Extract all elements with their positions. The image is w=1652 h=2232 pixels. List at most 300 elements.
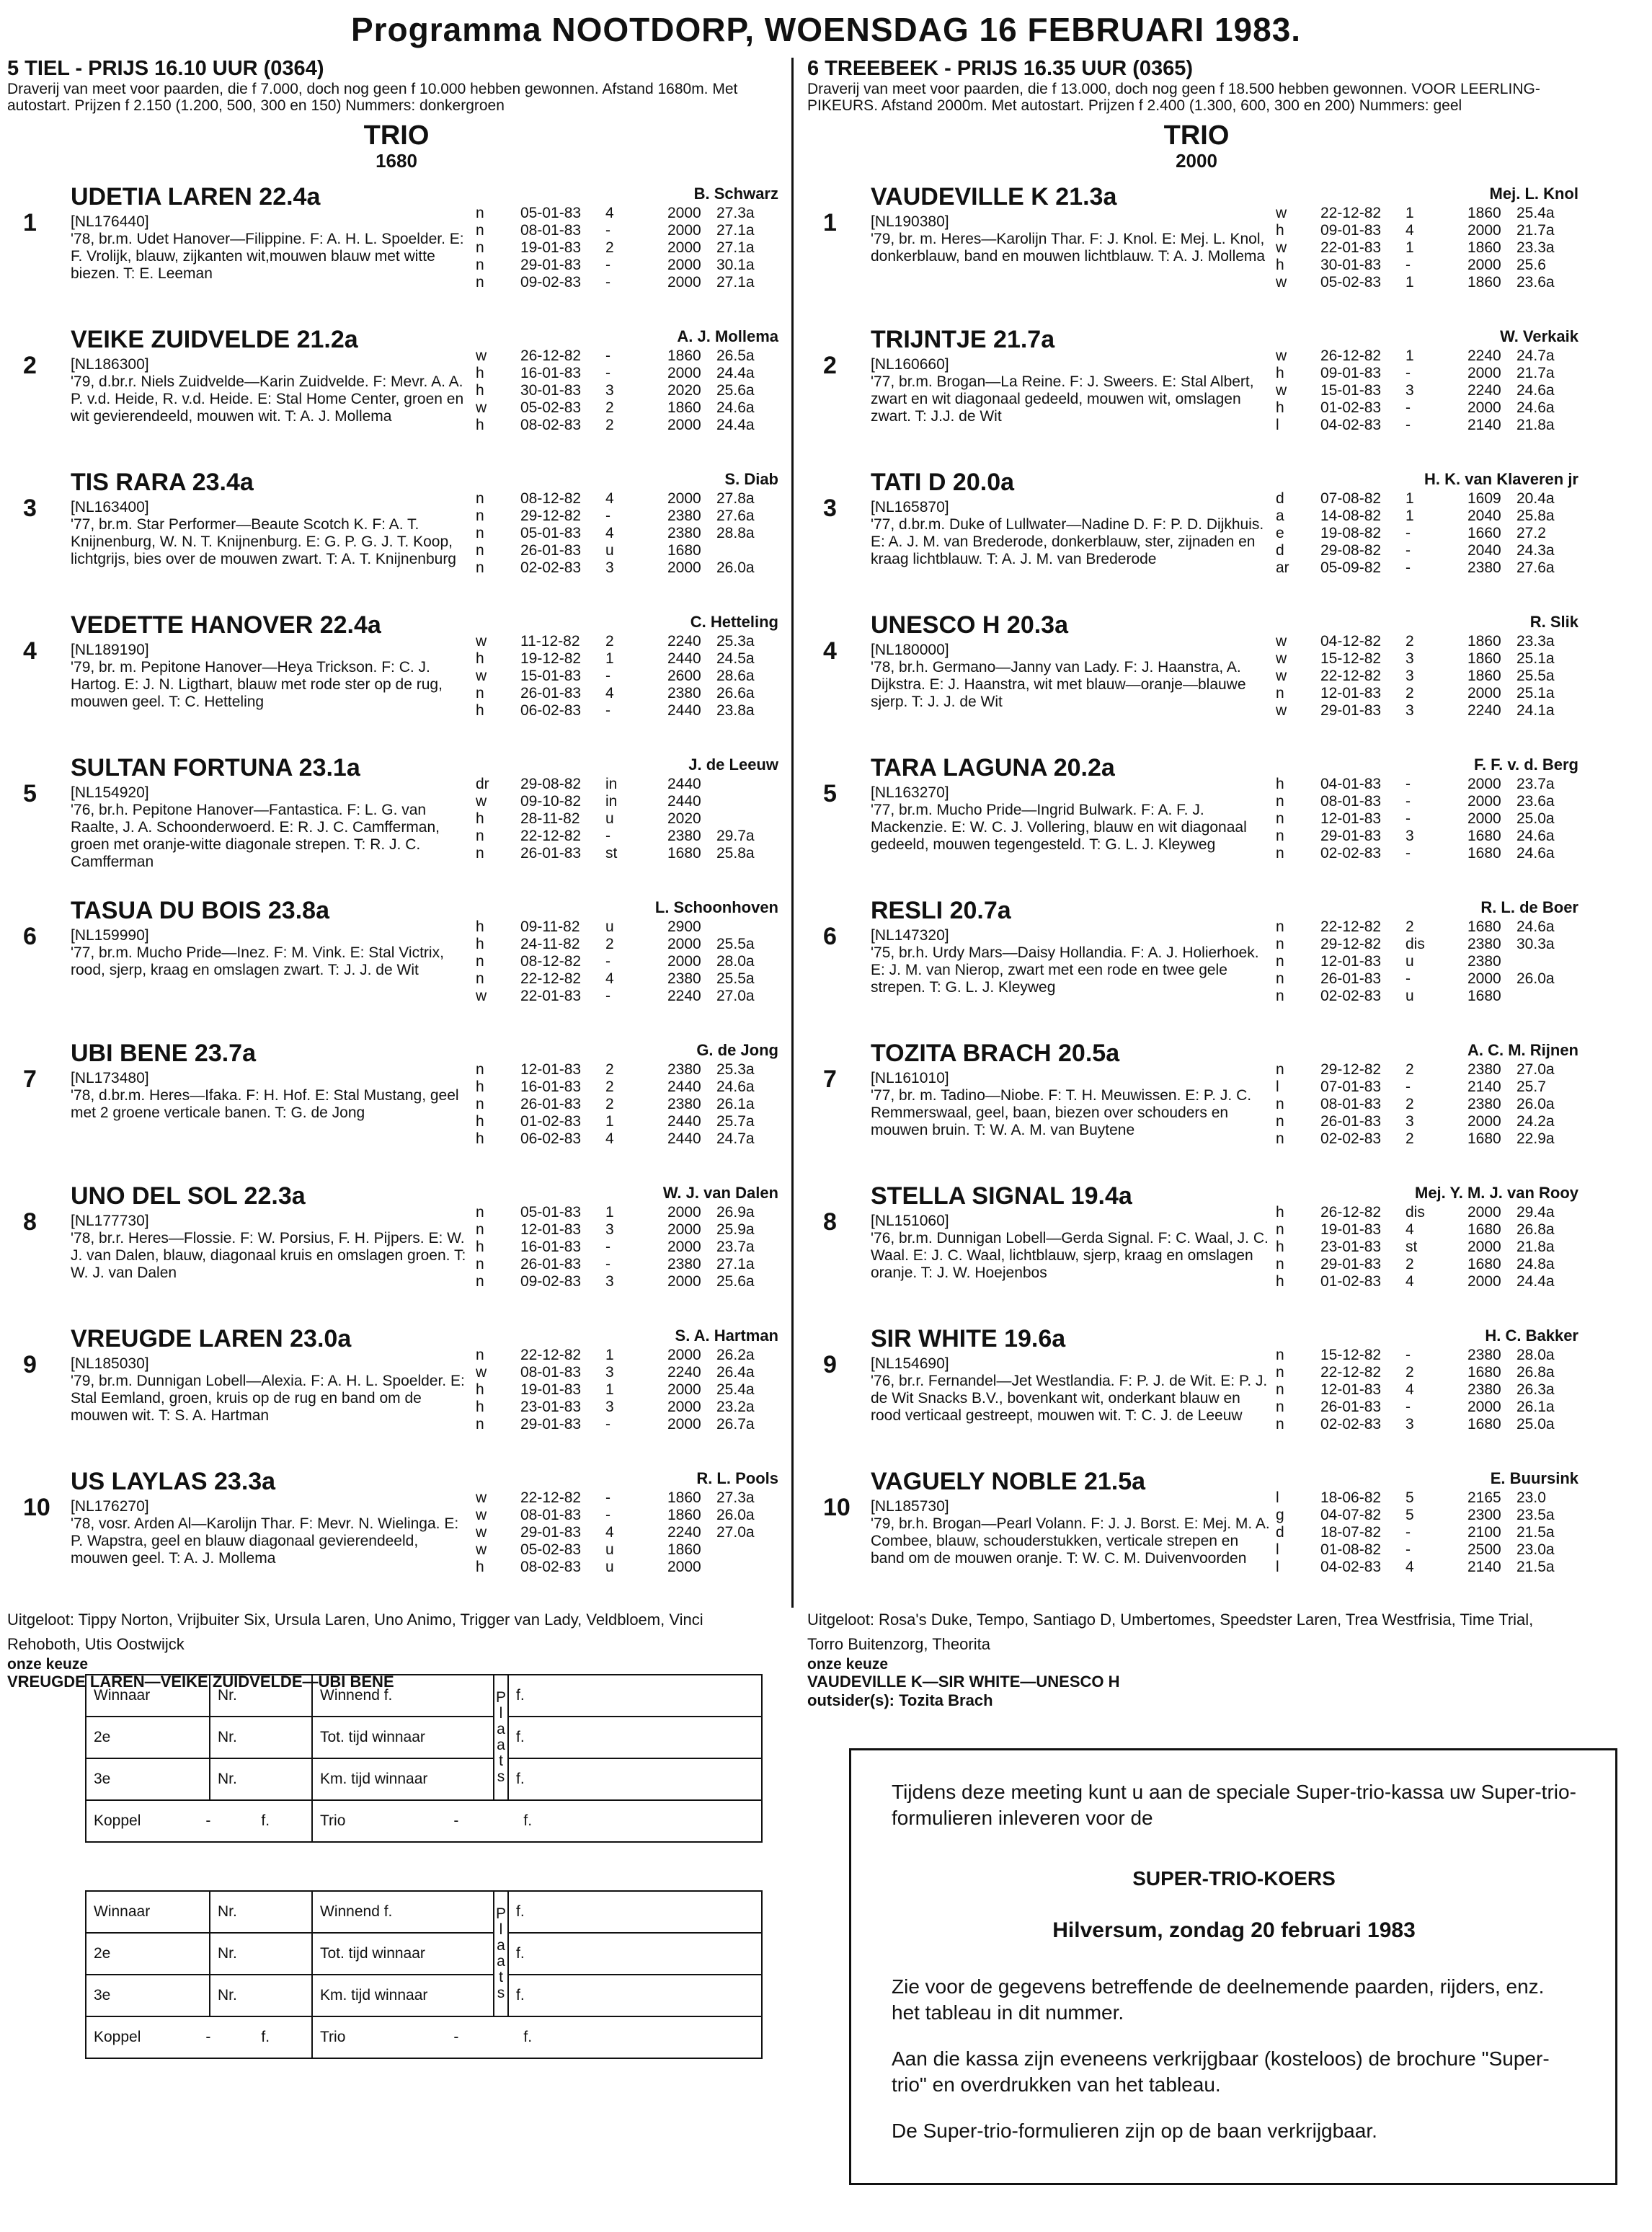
horse-description: '79, d.br.r. Niels Zuidvelde—Karin Zuidvelde. F: Mevr. A. A. P. v.d. Heide, R. v.d. Heide. E: Stal Home Center, groen en wit gevierendeeld, mouwen wit. T: A. J. Mollema [71, 373, 464, 425]
run-time: 27.6a [1516, 559, 1555, 576]
horse-description: '77, br.m. Mucho Pride—Ingrid Bulwark. F: A. F. J. Mackenzie. E: W. C. J. Vollering, blauw en wit diagonaal gedeeld, mouwen tegengesteld. T: G. L. J. Kleyweg [871, 802, 1247, 853]
horse-registration: [NL159990] [71, 927, 149, 944]
horse-registration: [NL165870] [871, 499, 949, 515]
horse-entry [7, 1465, 786, 1600]
recent-runs [1276, 490, 1586, 577]
run-place: dis [1405, 936, 1425, 952]
run-distance: 2300 [1467, 1507, 1501, 1523]
run-distance: 2000 [667, 1416, 701, 1432]
run-distance: 2380 [667, 525, 701, 541]
run-distance: 2000 [1467, 685, 1501, 701]
trio-label: TRIO [1163, 120, 1230, 151]
run-place: 3 [605, 1399, 614, 1415]
horse-entry [807, 180, 1586, 316]
f-text: f. [523, 2029, 533, 2045]
horse-driver: A. C. M. Rijnen [1467, 1041, 1578, 1059]
run-track: n [1276, 828, 1284, 844]
run-date: 08-02-83 [520, 1559, 582, 1575]
horse-driver: W. Verkaik [1500, 327, 1578, 345]
run-row [1276, 685, 1586, 702]
run-track: w [476, 668, 487, 684]
horse-registration: [NL185030] [71, 1355, 149, 1372]
run-date: 29-01-83 [1320, 828, 1382, 844]
run-time: 25.0a [1516, 1416, 1555, 1432]
run-row [1276, 953, 1586, 970]
run-place: 2 [1405, 633, 1414, 650]
run-date: 19-01-83 [520, 239, 582, 256]
result-place-label: 3e [86, 1975, 210, 2016]
run-time: 28.0a [716, 953, 755, 970]
run-track: n [1276, 936, 1284, 952]
horse-description: '76, br.r. Fernandel—Jet Westlandia. F: P. J. de Wit. E: P. J. de Wit Snacks B.V., bovenkant wit, onderkant blauw en rood verticaal gestreept, mouwen wit. T: C. J. de Leeuw [871, 1373, 1268, 1424]
run-place: 4 [605, 525, 614, 541]
run-track: w [1276, 668, 1287, 684]
run-time: 26.7a [716, 1416, 755, 1432]
run-distance: 1860 [667, 1489, 701, 1506]
run-row [1276, 810, 1586, 828]
run-date: 01-02-83 [520, 1113, 582, 1130]
horse-entry [7, 466, 786, 601]
horse-description: '77, d.br.m. Duke of Lullwater—Nadine D. F: P. D. Dijkhuis. E: A. J. M. van Brederode, donkerblauw, ster, zijnaden en kraag lichtblauw. T: A. J. M. van Brederode [871, 516, 1264, 567]
keuze-label: onze keuze [807, 1656, 889, 1673]
run-distance: 2000 [1467, 399, 1501, 416]
run-track: n [476, 1256, 484, 1272]
run-time: 25.4a [716, 1381, 755, 1398]
run-distance: 2380 [667, 685, 701, 701]
run-track: h [476, 417, 484, 433]
run-date: 19-01-83 [1320, 1221, 1382, 1238]
column-divider [791, 58, 794, 1608]
result-amount-label: f. [508, 1758, 762, 1800]
run-row [476, 365, 786, 382]
run-row [1276, 1347, 1586, 1364]
horse-description: '79, br. m. Heres—Karolijn Thar. F: J. Knol. E: Mej. L. Knol, donkerblauw, band en mouwen lichtblauw. T: A. J. Mollema [871, 231, 1266, 265]
run-place: - [605, 953, 610, 970]
run-row [1276, 382, 1586, 399]
run-track: n [1276, 1256, 1284, 1272]
horse-name: VEDETTE HANOVER 22.4a [71, 611, 381, 639]
run-track: d [1276, 542, 1284, 559]
run-row [1276, 365, 1586, 382]
race-distance: 1680 [376, 150, 417, 172]
run-place: 1 [1405, 490, 1414, 507]
run-track: w [476, 633, 487, 650]
run-distance: 2040 [1467, 542, 1501, 559]
run-distance: 2380 [1467, 936, 1501, 952]
run-track: n [1276, 988, 1284, 1004]
run-row [476, 1559, 786, 1576]
run-distance: 2000 [1467, 1204, 1501, 1221]
horse-registration: [NL154690] [871, 1355, 949, 1372]
run-track: n [476, 1096, 484, 1112]
run-row [476, 1061, 786, 1079]
run-distance: 1860 [1467, 668, 1501, 684]
run-distance: 1860 [667, 1541, 701, 1558]
uitgeloot-list: Uitgeloot: Rosa's Duke, Tempo, Santiago D, Umbertomes, Speedster Laren, Trea Westfrisia, Time Trial, Torro Buitenzorg, Theorita [807, 1611, 1534, 1653]
run-distance: 2440 [667, 776, 701, 792]
run-time: 23.6a [1516, 793, 1555, 810]
run-time: 29.4a [1516, 1204, 1555, 1221]
run-row [1276, 1524, 1586, 1541]
horse-driver: S. Diab [724, 470, 778, 488]
horse-driver: H. K. van Klaveren jr [1424, 470, 1578, 488]
run-place: 2 [1405, 1130, 1414, 1147]
run-distance: 2000 [1467, 810, 1501, 827]
run-distance: 2440 [667, 1113, 701, 1130]
run-track: n [476, 1273, 484, 1290]
run-row [1276, 1273, 1586, 1290]
run-distance: 2000 [1467, 257, 1501, 273]
race-title: 5 TIEL - PRIJS 16.10 UUR (0364) [7, 57, 324, 80]
run-time: 26.3a [1516, 1381, 1555, 1398]
run-distance: 2900 [667, 918, 701, 935]
run-track: h [476, 1113, 484, 1130]
run-row [476, 650, 786, 668]
keuze-value: VAUDEVILLE K—SIR WHITE—UNESCO H [807, 1673, 1120, 1691]
horse-number: 10 [823, 1494, 851, 1521]
horse-driver: R. Slik [1529, 613, 1578, 631]
run-row [1276, 508, 1586, 525]
run-time: 25.3a [716, 1061, 755, 1078]
run-row [476, 222, 786, 239]
horse-number: 9 [823, 1351, 837, 1378]
plaats-label [494, 1891, 508, 2016]
f-text: f. [261, 1812, 270, 1829]
run-date: 05-09-82 [1320, 559, 1382, 576]
horse-description: '79, br.h. Brogan—Pearl Volann. F: J. J. Borst. E: Mej. M. A. Combee, blauw, schouderstukken, verticale strepen en band om de mouwen oranje. T: W. C. M. Duivenvoorden [871, 1515, 1270, 1567]
run-track: g [1276, 1507, 1284, 1523]
horse-entry [7, 1037, 786, 1172]
horse-registration: [NL161010] [871, 1070, 949, 1086]
horse-registration: [NL176440] [71, 213, 149, 230]
run-track: h [1276, 776, 1284, 792]
horse-description: '75, br.h. Urdy Mars—Daisy Hollandia. F: A. J. Holierhoek. E: J. M. van Nierop, zwart met een rode en twee gele strepen. T: G. L. J. Kleyweg [871, 944, 1259, 996]
horse-driver: Mej. Y. M. J. van Rooy [1415, 1184, 1578, 1202]
run-row [476, 508, 786, 525]
run-track: n [476, 953, 484, 970]
run-place: 4 [605, 685, 614, 701]
run-time: 26.1a [716, 1096, 755, 1112]
run-track: w [476, 1507, 487, 1523]
run-place: - [605, 508, 610, 524]
run-distance: 2380 [667, 508, 701, 524]
run-time: 23.3a [1516, 633, 1555, 650]
run-date: 26-01-83 [1320, 1399, 1382, 1415]
horse-name: TARA LAGUNA 20.2a [871, 754, 1115, 781]
race-description: Draverij van meet voor paarden, die f 13.000, doch nog geen f 18.500 hebben gewonnen. VOOR LEERLING-PIKEURS. Afstand 2000m. Met autostart. Prijzen f 2.400 (1.300, 600, 300 en 200) Nummers: geel [807, 81, 1540, 114]
run-place: in [605, 776, 618, 792]
recent-runs [476, 918, 786, 1005]
recent-runs [1276, 1204, 1586, 1290]
koppel-label [86, 2016, 312, 2058]
recent-runs [476, 1061, 786, 1148]
run-time: 24.6a [1516, 382, 1555, 399]
run-distance: 2000 [667, 1559, 701, 1575]
run-row [1276, 399, 1586, 417]
run-date: 18-06-82 [1320, 1489, 1382, 1506]
run-place: in [605, 793, 618, 810]
run-date: 02-02-83 [1320, 1416, 1382, 1432]
horse-driver: W. J. van Dalen [662, 1184, 778, 1202]
run-date: 02-02-83 [1320, 988, 1382, 1004]
run-place: - [605, 828, 610, 844]
run-time: 27.1a [716, 239, 755, 256]
run-time: 27.0a [716, 1524, 755, 1541]
run-track: n [1276, 970, 1284, 987]
run-row [1276, 828, 1586, 845]
horse-number: 3 [823, 495, 837, 522]
run-track: n [1276, 1399, 1284, 1415]
horse-name: VAUDEVILLE K 21.3a [871, 183, 1117, 211]
horse-description: '78, br.h. Germano—Janny van Lady. F: J. Haanstra, A. Dijkstra. E: J. Haanstra, wit met blauw—oranje—blauwe sjerp. T: J. J. de Wit [871, 659, 1246, 710]
run-place: 1 [605, 650, 614, 667]
run-distance: 2000 [1467, 776, 1501, 792]
run-time: 24.5a [716, 650, 755, 667]
run-date: 07-01-83 [1320, 1079, 1382, 1095]
run-distance: 2000 [667, 1273, 701, 1290]
horse-driver: J. de Leeuw [688, 756, 778, 774]
run-row [476, 988, 786, 1005]
run-track: n [476, 257, 484, 273]
run-date: 29-01-83 [520, 257, 582, 273]
horse-name: RESLI 20.7a [871, 897, 1011, 924]
run-place: - [605, 257, 610, 273]
run-row [1276, 970, 1586, 988]
run-date: 19-08-82 [1320, 525, 1382, 541]
run-row [1276, 1221, 1586, 1239]
run-distance: 2000 [1467, 1113, 1501, 1130]
run-place: 4 [1405, 222, 1414, 239]
run-time: 25.1a [1516, 650, 1555, 667]
run-row [476, 1416, 786, 1433]
horse-driver: L. Schoonhoven [654, 898, 778, 916]
run-row [476, 953, 786, 970]
horse-name: UBI BENE 23.7a [71, 1040, 256, 1067]
run-track: n [1276, 918, 1284, 935]
plaats-letter: t [499, 1753, 503, 1769]
run-distance: 2440 [667, 650, 701, 667]
trio-field [312, 2016, 762, 2058]
run-row [1276, 1559, 1586, 1576]
run-distance: 1680 [1467, 1364, 1501, 1381]
run-row [1276, 1416, 1586, 1433]
run-distance: 2000 [667, 1221, 701, 1238]
run-place: 2 [605, 1079, 614, 1095]
plaats-letter: a [497, 1953, 505, 1970]
run-time: 27.1a [716, 222, 755, 239]
horse-entry [807, 1465, 1586, 1600]
run-date: 30-01-83 [520, 382, 582, 399]
run-distance: 1680 [1467, 1130, 1501, 1147]
run-row [476, 793, 786, 810]
horse-name: UDETIA LAREN 22.4a [71, 183, 321, 211]
dash-text: - [205, 2029, 211, 2045]
run-track: h [476, 382, 484, 399]
run-time: 24.6a [1516, 918, 1555, 935]
run-date: 12-01-83 [1320, 1381, 1382, 1398]
run-time: 21.8a [1516, 1239, 1555, 1255]
run-row [476, 828, 786, 845]
run-place: 4 [1405, 1559, 1414, 1575]
run-place: u [605, 1559, 614, 1575]
run-place: - [605, 347, 610, 364]
plaats-letter: l [499, 1921, 503, 1938]
run-place: 5 [1405, 1507, 1414, 1523]
run-time: 23.0 [1516, 1489, 1546, 1506]
run-date: 01-02-83 [1320, 1273, 1382, 1290]
run-track: n [476, 845, 484, 862]
run-date: 02-02-83 [1320, 845, 1382, 862]
run-distance: 2000 [667, 1381, 701, 1398]
run-place: - [1405, 776, 1411, 792]
dash-text: - [453, 1812, 459, 1829]
run-time: 25.1a [1516, 685, 1555, 701]
run-time: 26.9a [716, 1204, 755, 1221]
horse-driver: G. de Jong [696, 1041, 778, 1059]
run-row [1276, 776, 1586, 793]
run-track: h [1276, 1239, 1284, 1255]
run-time: 23.0a [1516, 1541, 1555, 1558]
result-place-label: Winnaar [86, 1891, 210, 1933]
run-time: 29.7a [716, 828, 755, 844]
horse-number: 8 [823, 1208, 837, 1236]
run-place: - [1405, 1541, 1411, 1558]
run-date: 08-01-83 [520, 222, 582, 239]
horse-entry [807, 323, 1586, 459]
result-field-label: Winnend f. [312, 1891, 494, 1933]
horse-entry [7, 894, 786, 1029]
run-row [1276, 525, 1586, 542]
result-field-label: Km. tijd winnaar [312, 1758, 494, 1800]
horse-entry [807, 608, 1586, 744]
run-date: 22-12-82 [1320, 1364, 1382, 1381]
run-time: 26.4a [716, 1364, 755, 1381]
dash-text: - [453, 2029, 459, 2045]
run-row [476, 1221, 786, 1239]
run-track: h [1276, 399, 1284, 416]
run-row [1276, 1399, 1586, 1416]
f-text: f. [523, 1812, 533, 1829]
run-distance: 2000 [667, 257, 701, 273]
run-place: st [605, 845, 618, 862]
run-track: w [476, 399, 487, 416]
run-place: 4 [1405, 1273, 1414, 1290]
run-row [476, 1096, 786, 1113]
run-place: 1 [1405, 347, 1414, 364]
run-date: 02-02-83 [520, 559, 582, 576]
run-row [476, 274, 786, 291]
run-row [1276, 274, 1586, 291]
run-distance: 2380 [1467, 1061, 1501, 1078]
run-place: 2 [1405, 1364, 1414, 1381]
run-distance: 2000 [667, 490, 701, 507]
run-place: u [1405, 988, 1414, 1004]
run-row [476, 347, 786, 365]
run-time: 28.6a [716, 668, 755, 684]
horse-registration: [NL173480] [71, 1070, 149, 1086]
run-distance: 1680 [1467, 1221, 1501, 1238]
run-row [476, 205, 786, 222]
run-date: 26-01-83 [520, 845, 582, 862]
horse-number: 2 [23, 352, 37, 379]
run-place: dis [1405, 1204, 1425, 1221]
run-track: n [1276, 1381, 1284, 1398]
run-track: d [1276, 490, 1284, 507]
run-distance: 2140 [1467, 1079, 1501, 1095]
run-time: 21.5a [1516, 1524, 1555, 1541]
run-place: 3 [605, 559, 614, 576]
run-track: w [476, 347, 487, 364]
run-date: 19-12-82 [520, 650, 582, 667]
run-track: h [1276, 1273, 1284, 1290]
horse-driver: B. Schwarz [693, 185, 778, 203]
run-time: 24.6a [1516, 828, 1555, 844]
run-row [1276, 918, 1586, 936]
run-track: h [1276, 222, 1284, 239]
recent-runs [1276, 918, 1586, 1005]
run-row [1276, 347, 1586, 365]
run-row [1276, 702, 1586, 719]
run-distance: 2440 [667, 702, 701, 719]
horse-entry [7, 608, 786, 744]
run-time: 21.5a [1516, 1559, 1555, 1575]
horse-registration: [NL189190] [71, 642, 149, 658]
result-place-label: Winnaar [86, 1675, 210, 1717]
horse-description: '76, br.m. Dunnigan Lobell—Gerda Signal. F: C. Waal, J. C. Waal. E: J. C. Waal, lichtblauw, sjerp, kraag en omslagen oranje. T: J. W. Hoejenbos [871, 1230, 1269, 1281]
horse-number: 8 [23, 1208, 37, 1236]
run-date: 12-01-83 [1320, 685, 1382, 701]
run-time: 26.8a [1516, 1221, 1555, 1238]
keuze-value: VREUGDE LAREN—VEIKE ZUIDVELDE—UBI BENE [7, 1673, 394, 1691]
run-place: 4 [605, 205, 614, 221]
run-date: 28-11-82 [520, 810, 580, 827]
run-distance: 2020 [667, 810, 701, 827]
run-date: 29-12-82 [1320, 936, 1382, 952]
run-time: 21.8a [1516, 417, 1555, 433]
run-track: h [476, 702, 484, 719]
plaats-letter: s [497, 1768, 505, 1785]
run-place: 3 [1405, 1416, 1414, 1432]
result-field-label: Tot. tijd winnaar [312, 1933, 494, 1975]
recent-runs [1276, 633, 1586, 719]
run-place: 2 [1405, 1256, 1414, 1272]
run-date: 26-01-83 [520, 542, 582, 559]
run-place: - [1405, 399, 1411, 416]
horse-description: '78, br.r. Heres—Flossie. F: W. Porsius, F. H. Pijpers. E: W. J. van Dalen, blauw, diagonaal kruis en omslagen groen. T: W. J. van Dalen [71, 1230, 466, 1281]
run-time: 22.9a [1516, 1130, 1555, 1147]
run-distance: 1860 [1467, 205, 1501, 221]
run-date: 09-01-83 [1320, 222, 1382, 239]
run-track: h [476, 936, 484, 952]
run-distance: 1680 [1467, 918, 1501, 935]
run-track: n [1276, 685, 1284, 701]
run-time: 26.1a [1516, 1399, 1555, 1415]
run-place: 3 [1405, 382, 1414, 399]
run-time: 24.4a [716, 365, 755, 381]
horse-entry [7, 1322, 786, 1458]
run-date: 16-01-83 [520, 1079, 582, 1095]
run-track: w [476, 793, 487, 810]
run-track: w [1276, 274, 1287, 291]
run-distance: 2000 [667, 222, 701, 239]
run-time: 25.6a [716, 382, 755, 399]
horse-registration: [NL180000] [871, 642, 949, 658]
result-nr-label: Nr. [210, 1975, 312, 2016]
result-amount-label: f. [508, 1975, 762, 2016]
run-place: 2 [605, 417, 614, 433]
horse-name: SIR WHITE 19.6a [871, 1325, 1066, 1352]
run-time: 25.5a [716, 970, 755, 987]
